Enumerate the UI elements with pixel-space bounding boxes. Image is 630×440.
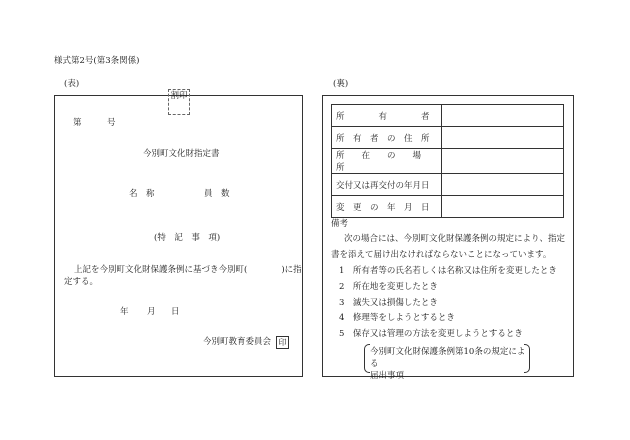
remarks-item-4: 4 修理等をしようとするとき <box>339 313 455 323</box>
remarks-item-5: 5 保存又は管理の方法を変更しようとするとき <box>339 329 523 339</box>
tally-stamp: 割印 <box>168 89 190 115</box>
remarks-item-1: 1 所有者等の氏名若しくは名称又は住所を変更したとき <box>339 266 557 276</box>
body-text-line1: 上記を今別町文化財保護条例に基づき今別町( )に指 <box>74 265 302 275</box>
issuer-name: 今別町教育委員会 <box>203 337 272 347</box>
back-side-label: (裏) <box>333 79 349 89</box>
date-month: 月 <box>147 307 156 317</box>
row-label-change-date: 変 更 の 年 月 日 <box>336 202 430 213</box>
row-label-owner: 所 有 者 <box>336 111 430 122</box>
body-text-line2: 定する。 <box>64 277 99 287</box>
row-label-issue-date: 交付又は再交付の年月日 <box>336 180 430 191</box>
table-row <box>332 105 564 127</box>
remarks-item-3: 3 滅失又は損傷したとき <box>339 298 438 308</box>
front-side-label: (表) <box>64 79 80 89</box>
table-row <box>332 196 564 218</box>
certificate-title: 今別町文化財指定書 <box>143 149 220 159</box>
table-row <box>332 127 564 149</box>
official-seal: 印 <box>276 336 289 349</box>
special-notes-label: (特 記 事 項) <box>154 233 221 243</box>
table-row <box>332 149 564 174</box>
form-number: 様式第2号(第3条関係) <box>54 56 140 66</box>
row-value-issue-date <box>442 174 564 196</box>
row-value-owner <box>442 105 564 127</box>
name-label: 名 称 <box>129 189 155 199</box>
notice-line1: 今別町文化財保護条例第10条の規定による <box>370 347 526 369</box>
row-value-owner-address <box>442 127 564 149</box>
notice-line2: 届出事項 <box>370 371 405 381</box>
remarks-title: 備考 <box>331 219 349 229</box>
row-value-change-date <box>442 196 564 218</box>
remarks-line1: 次の場合には、今別町文化財保護条例の規定により、指定 <box>344 234 566 244</box>
remarks-line2: 書を添えて届け出なければならないことになっています。 <box>331 250 552 260</box>
count-label: 員 数 <box>204 189 230 199</box>
number-prefix: 第 <box>73 118 82 128</box>
date-year: 年 <box>120 307 129 317</box>
row-label-location: 所 在 の 場 所 <box>336 151 439 173</box>
registration-table <box>331 104 564 218</box>
number-suffix: 号 <box>107 118 116 128</box>
table-row <box>332 174 564 196</box>
row-value-location <box>442 149 564 174</box>
row-label-owner-address: 所 有 者 の 住 所 <box>336 133 430 144</box>
notice-text <box>370 346 530 382</box>
remarks-item-2: 2 所在地を変更したとき <box>339 282 438 292</box>
date-day: 日 <box>171 307 180 317</box>
notice-bracket <box>364 344 530 381</box>
